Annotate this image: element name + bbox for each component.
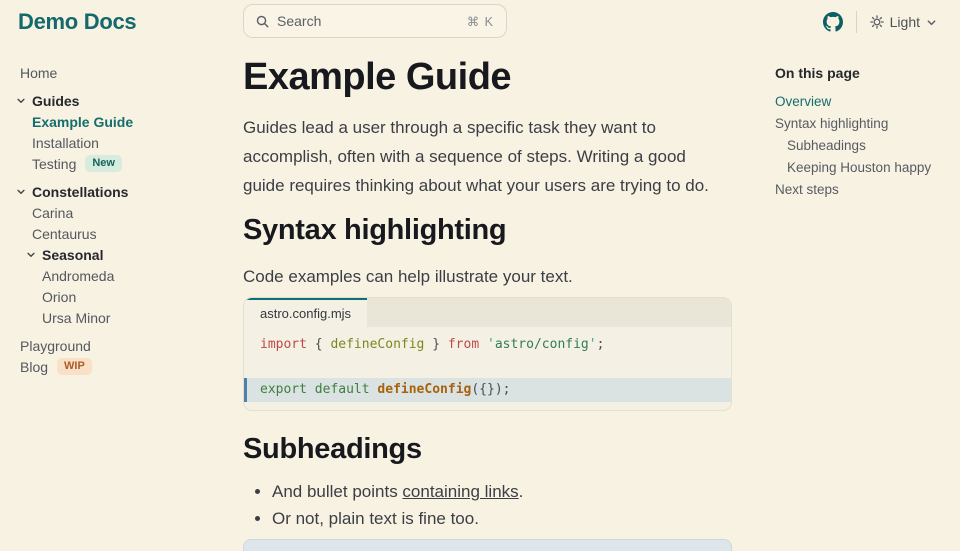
- code-token: {: [306, 337, 331, 353]
- header-actions: [823, 0, 937, 44]
- code-token: [479, 337, 487, 352]
- code-line: [244, 334, 731, 356]
- theme-select-label: Light: [889, 14, 920, 30]
- chevron-down-icon: [926, 17, 937, 28]
- github-icon: [823, 12, 843, 32]
- sidebar-item-testing[interactable]: [0, 153, 230, 174]
- sidebar-group-constellations[interactable]: [0, 181, 230, 202]
- toc-item-label: Overview: [775, 93, 832, 109]
- search-placeholder: Search: [277, 13, 322, 29]
- code-body: [244, 327, 731, 410]
- intro-paragraph: Guides lead a user through a specific task they want to accomplish, often with a sequence of steps. Writing a good guide requires thinking about what your users are trying to do.: [243, 117, 709, 195]
- search-icon: [256, 15, 269, 28]
- sidebar-item-playground[interactable]: [0, 335, 230, 356]
- code-token: {}: [479, 382, 495, 398]
- sidebar-item-label: Example Guide: [32, 113, 134, 130]
- code-token: (: [471, 382, 480, 398]
- code-token: export: [260, 382, 307, 398]
- code-tab-bar: [244, 298, 731, 327]
- sidebar-item-blog[interactable]: [0, 356, 230, 377]
- code-token: defineConfig: [377, 382, 472, 398]
- sidebar-item-home[interactable]: [0, 62, 230, 83]
- header-divider: [856, 11, 857, 33]
- code-token: defineConfig: [330, 337, 425, 353]
- code-line-blank: [244, 356, 731, 378]
- sidebar-item-label: Andromeda: [42, 267, 115, 284]
- site-logo[interactable]: Demo Docs: [18, 9, 137, 34]
- sidebar-item-label: Orion: [42, 288, 77, 305]
- toc-item-next-steps[interactable]: [775, 180, 955, 198]
- sun-icon: [870, 15, 884, 29]
- sidebar-item-label: Carina: [32, 204, 74, 221]
- code-token: ': [487, 337, 495, 353]
- syntax-paragraph: Code examples can help illustrate your text.: [243, 267, 573, 287]
- page-title: Example Guide: [243, 56, 512, 98]
- sidebar-group-guides[interactable]: [0, 90, 230, 111]
- sidebar-nav: [0, 44, 230, 377]
- toc-item-keeping-houston-happy[interactable]: [775, 158, 955, 176]
- code-line-highlighted: [244, 378, 731, 402]
- bullet-list: [243, 478, 732, 532]
- code-token: ': [588, 337, 597, 353]
- code-block: [243, 297, 732, 411]
- section-heading-syntax-highlighting: Syntax highlighting: [243, 213, 507, 246]
- sidebar-item-label: Playground: [20, 337, 91, 354]
- search-shortcut: ⌘ K: [466, 14, 494, 29]
- sidebar-item-label: Ursa Minor: [42, 309, 111, 326]
- sidebar-item-label: Installation: [32, 134, 99, 151]
- toc-item-label: Syntax highlighting: [775, 115, 889, 131]
- chevron-down-icon: [26, 250, 36, 260]
- bullet-text: Or not, plain text is fine too.: [272, 509, 479, 529]
- theme-select[interactable]: [870, 14, 937, 30]
- code-filename: astro.config.mjs: [260, 306, 352, 322]
- sidebar-item-label: Blog: [20, 358, 49, 375]
- github-link[interactable]: [823, 12, 843, 32]
- sidebar-item-carina[interactable]: [0, 202, 230, 223]
- sidebar-item-label: Home: [20, 64, 58, 81]
- code-token: import: [260, 337, 307, 353]
- toc-heading: On this page: [775, 64, 860, 81]
- code-tab-filename[interactable]: [244, 298, 367, 327]
- search-button[interactable]: [243, 4, 507, 38]
- wip-badge: WIP: [57, 358, 92, 375]
- code-token: [307, 382, 315, 397]
- sidebar-item-andromeda[interactable]: [0, 265, 230, 286]
- toc-item-syntax-highlighting[interactable]: [775, 114, 955, 132]
- on-this-page-panel: [775, 44, 955, 198]
- sidebar-item-centaurus[interactable]: [0, 223, 230, 244]
- sidebar-group-label: Constellations: [32, 183, 129, 200]
- toc-item-label: Next steps: [775, 181, 839, 197]
- bullet-text: And bullet points: [272, 482, 403, 502]
- list-item: [272, 505, 732, 532]
- code-token: from: [447, 337, 480, 353]
- chevron-down-icon: [16, 96, 26, 106]
- chevron-down-icon: [16, 187, 26, 197]
- code-token: default: [314, 382, 370, 398]
- section-heading-subheadings: Subheadings: [243, 433, 422, 466]
- toc-item-label: Keeping Houston happy: [787, 159, 932, 175]
- code-token: );: [494, 382, 511, 398]
- sidebar-item-ursa-minor[interactable]: [0, 307, 230, 328]
- toc-item-overview[interactable]: [775, 92, 955, 110]
- sidebar-group-label: Guides: [32, 92, 80, 109]
- list-item: [272, 478, 732, 505]
- code-token: astro/config: [494, 337, 589, 353]
- toc-item-label: Subheadings: [787, 137, 866, 153]
- sidebar-item-installation[interactable]: [0, 132, 230, 153]
- site-header: [0, 0, 960, 44]
- sidebar-item-example-guide[interactable]: [0, 111, 230, 132]
- sidebar-item-label: Testing: [32, 155, 77, 172]
- code-token: ;: [596, 337, 605, 353]
- main-content: [243, 44, 732, 551]
- next-section-block-edge: [243, 539, 732, 551]
- toc-item-subheadings[interactable]: [775, 136, 955, 154]
- sidebar-item-orion[interactable]: [0, 286, 230, 307]
- code-token: }: [424, 337, 448, 353]
- containing-links-link[interactable]: containing links: [402, 482, 519, 502]
- sidebar-group-seasonal[interactable]: [0, 244, 230, 265]
- bullet-text: .: [518, 482, 524, 502]
- sidebar-item-label: Centaurus: [32, 225, 97, 242]
- sidebar-group-label: Seasonal: [42, 246, 104, 263]
- new-badge: New: [85, 155, 122, 172]
